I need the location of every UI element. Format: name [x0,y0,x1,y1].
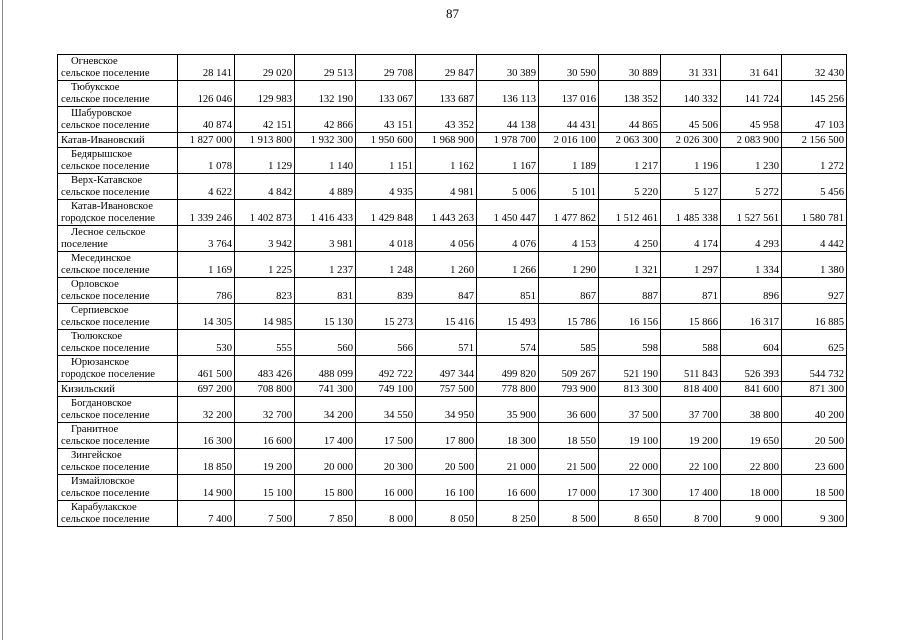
value-cell: 823 [235,278,295,304]
value-cell: 32 700 [235,397,295,423]
municipality-name-cell [58,133,178,148]
value-cell: 37 700 [661,397,721,423]
table-row [58,356,847,382]
value-cell: 22 800 [721,449,782,475]
value-cell: 488 099 [295,356,356,382]
municipality-name-cell [58,148,178,174]
value-cell: 15 273 [356,304,416,330]
table-row [58,55,847,81]
value-cell: 1 334 [721,252,782,278]
value-cell: 741 300 [295,382,356,397]
municipality-name-cell [58,423,178,449]
value-cell: 7 500 [235,501,295,527]
value-cell: 21 000 [477,449,539,475]
value-cell: 35 900 [477,397,539,423]
municipality-name-line: Верх-Катавское [71,175,143,186]
table-row [58,148,847,174]
value-cell: 1 162 [416,148,477,174]
value-cell: 8 000 [356,501,416,527]
value-cell: 1 266 [477,252,539,278]
value-cell: 1 129 [235,148,295,174]
value-cell: 4 153 [539,226,599,252]
value-cell: 20 300 [356,449,416,475]
value-cell: 1 527 561 [721,200,782,226]
table-row [58,174,847,200]
value-cell: 2 026 300 [661,133,721,148]
value-cell: 8 700 [661,501,721,527]
value-cell: 1 321 [599,252,661,278]
municipality-name-line: Измайловское [71,476,135,487]
value-cell: 32 200 [178,397,235,423]
municipality-name-cell [58,304,178,330]
value-cell: 8 650 [599,501,661,527]
municipality-name-line: сельское поселение [61,488,150,499]
value-cell: 29 020 [235,55,295,81]
value-cell: 40 874 [178,107,235,133]
value-cell: 30 590 [539,55,599,81]
municipality-name-line: Юрюзанское [71,357,130,368]
value-cell: 483 426 [235,356,295,382]
table-row [58,81,847,107]
value-cell: 19 200 [235,449,295,475]
value-cell: 871 300 [782,382,847,397]
municipality-name-line: Богдановское [71,398,132,409]
value-cell: 1 512 461 [599,200,661,226]
value-cell: 841 600 [721,382,782,397]
value-cell: 1 978 700 [477,133,539,148]
value-cell: 19 200 [661,423,721,449]
municipality-name-line: Тюбукское [71,82,120,93]
municipality-name-cell [58,278,178,304]
value-cell: 818 400 [661,382,721,397]
table-row [58,501,847,527]
value-cell: 1 169 [178,252,235,278]
page-number: 87 [446,6,459,21]
municipality-name-line: сельское поселение [61,68,150,79]
value-cell: 1 217 [599,148,661,174]
value-cell: 1 248 [356,252,416,278]
value-cell: 40 200 [782,397,847,423]
value-cell: 1 402 873 [235,200,295,226]
value-cell: 16 885 [782,304,847,330]
value-cell: 9 000 [721,501,782,527]
value-cell: 43 151 [356,107,416,133]
value-cell: 497 344 [416,356,477,382]
value-cell: 15 416 [416,304,477,330]
value-cell: 1 477 862 [539,200,599,226]
table-row [58,449,847,475]
municipality-name-line: Серпиевское [71,305,129,316]
value-cell: 3 764 [178,226,235,252]
value-cell: 138 352 [599,81,661,107]
value-cell: 2 083 900 [721,133,782,148]
value-cell: 45 506 [661,107,721,133]
value-cell: 7 400 [178,501,235,527]
value-cell: 31 641 [721,55,782,81]
value-cell: 4 842 [235,174,295,200]
value-cell: 625 [782,330,847,356]
value-cell: 1 968 900 [416,133,477,148]
value-cell: 604 [721,330,782,356]
value-cell: 871 [661,278,721,304]
data-table [57,54,847,527]
value-cell: 132 190 [295,81,356,107]
municipality-name-line: Лесное сельское [71,227,146,238]
value-cell: 20 000 [295,449,356,475]
table-row [58,304,847,330]
value-cell: 492 722 [356,356,416,382]
value-cell: 4 622 [178,174,235,200]
value-cell: 15 866 [661,304,721,330]
municipality-name-line: сельское поселение [61,343,150,354]
value-cell: 15 130 [295,304,356,330]
value-cell: 8 050 [416,501,477,527]
value-cell: 22 100 [661,449,721,475]
municipality-name-cell [58,81,178,107]
value-cell: 1 140 [295,148,356,174]
municipality-name-line: сельское поселение [61,94,150,105]
municipality-name-line: Тюлюкское [71,331,123,342]
value-cell: 4 442 [782,226,847,252]
value-cell: 43 352 [416,107,477,133]
value-cell: 42 866 [295,107,356,133]
value-cell: 23 600 [782,449,847,475]
value-cell: 1 078 [178,148,235,174]
value-cell: 133 067 [356,81,416,107]
table-row [58,107,847,133]
value-cell: 4 293 [721,226,782,252]
value-cell: 30 889 [599,55,661,81]
value-cell: 16 156 [599,304,661,330]
municipality-name-line: Карабулакское [71,502,137,513]
value-cell: 8 500 [539,501,599,527]
value-cell: 20 500 [416,449,477,475]
municipality-name-line: сельское поселение [61,436,150,447]
value-cell: 839 [356,278,416,304]
value-cell: 7 850 [295,501,356,527]
value-cell: 5 006 [477,174,539,200]
value-cell: 461 500 [178,356,235,382]
municipality-name-line: Катав-Ивановский [61,134,145,146]
municipality-name-cell [58,174,178,200]
value-cell: 47 103 [782,107,847,133]
value-cell: 588 [661,330,721,356]
value-cell: 867 [539,278,599,304]
value-cell: 44 138 [477,107,539,133]
value-cell: 30 389 [477,55,539,81]
value-cell: 15 786 [539,304,599,330]
municipality-name-line: сельское поселение [61,265,150,276]
value-cell: 509 267 [539,356,599,382]
value-cell: 17 800 [416,423,477,449]
municipality-name-cell [58,200,178,226]
value-cell: 574 [477,330,539,356]
municipality-name-line: Огневское [71,56,118,67]
municipality-name-line: сельское поселение [61,120,150,131]
value-cell: 15 493 [477,304,539,330]
municipality-name-line: поселение [61,239,108,250]
value-cell: 126 046 [178,81,235,107]
municipality-name-line: Гранитное [71,424,119,435]
value-cell: 21 500 [539,449,599,475]
value-cell: 530 [178,330,235,356]
value-cell: 571 [416,330,477,356]
table-body [58,55,847,527]
value-cell: 1 230 [721,148,782,174]
value-cell: 3 942 [235,226,295,252]
value-cell: 4 056 [416,226,477,252]
value-cell: 44 431 [539,107,599,133]
value-cell: 17 300 [599,475,661,501]
value-cell: 45 958 [721,107,782,133]
value-cell: 16 300 [178,423,235,449]
value-cell: 1 443 263 [416,200,477,226]
value-cell: 708 800 [235,382,295,397]
value-cell: 29 708 [356,55,416,81]
value-cell: 42 151 [235,107,295,133]
value-cell: 1 950 600 [356,133,416,148]
value-cell: 15 800 [295,475,356,501]
value-cell: 526 393 [721,356,782,382]
value-cell: 1 290 [539,252,599,278]
value-cell: 17 400 [661,475,721,501]
municipality-name-cell [58,330,178,356]
value-cell: 4 076 [477,226,539,252]
value-cell: 3 981 [295,226,356,252]
value-cell: 18 000 [721,475,782,501]
value-cell: 4 889 [295,174,356,200]
value-cell: 555 [235,330,295,356]
value-cell: 20 500 [782,423,847,449]
value-cell: 17 500 [356,423,416,449]
municipality-name-line: Кизильский [61,383,115,395]
left-margin-line [2,0,3,640]
municipality-name-line: Бедярышское [71,149,132,160]
table-row [58,330,847,356]
value-cell: 813 300 [599,382,661,397]
value-cell: 32 430 [782,55,847,81]
value-cell: 19 650 [721,423,782,449]
value-cell: 847 [416,278,477,304]
municipality-name-line: городское поселение [61,369,155,380]
municipality-name-line: Катав-Ивановское [71,201,153,212]
value-cell: 5 101 [539,174,599,200]
value-cell: 34 200 [295,397,356,423]
value-cell: 5 220 [599,174,661,200]
municipality-name-line: сельское поселение [61,291,150,302]
value-cell: 2 063 300 [599,133,661,148]
municipality-name-cell [58,382,178,397]
municipality-name-line: Зингейское [71,450,122,461]
value-cell: 544 732 [782,356,847,382]
value-cell: 5 272 [721,174,782,200]
value-cell: 566 [356,330,416,356]
value-cell: 1 450 447 [477,200,539,226]
municipality-name-cell [58,397,178,423]
value-cell: 1 225 [235,252,295,278]
value-cell: 831 [295,278,356,304]
value-cell: 16 600 [235,423,295,449]
municipality-name-line: Месединское [71,253,131,264]
value-cell: 2 016 100 [539,133,599,148]
value-cell: 38 800 [721,397,782,423]
value-cell: 137 016 [539,81,599,107]
value-cell: 585 [539,330,599,356]
municipality-name-cell [58,356,178,382]
value-cell: 499 820 [477,356,539,382]
municipality-name-cell [58,475,178,501]
value-cell: 4 250 [599,226,661,252]
value-cell: 1 272 [782,148,847,174]
value-cell: 5 456 [782,174,847,200]
value-cell: 34 950 [416,397,477,423]
table-row [58,278,847,304]
value-cell: 16 600 [477,475,539,501]
value-cell: 560 [295,330,356,356]
municipality-name-cell [58,107,178,133]
value-cell: 9 300 [782,501,847,527]
municipality-name-line: сельское поселение [61,514,150,525]
municipality-name-cell [58,501,178,527]
value-cell: 896 [721,278,782,304]
value-cell: 887 [599,278,661,304]
value-cell: 22 000 [599,449,661,475]
value-cell: 1 380 [782,252,847,278]
table-row [58,200,847,226]
value-cell: 1 827 000 [178,133,235,148]
table-row [58,382,847,397]
value-cell: 5 127 [661,174,721,200]
table-row [58,397,847,423]
table-row [58,252,847,278]
value-cell: 36 600 [539,397,599,423]
municipality-name-cell [58,449,178,475]
value-cell: 851 [477,278,539,304]
value-cell: 19 100 [599,423,661,449]
value-cell: 129 983 [235,81,295,107]
value-cell: 16 317 [721,304,782,330]
value-cell: 16 100 [416,475,477,501]
value-cell: 14 900 [178,475,235,501]
value-cell: 1 151 [356,148,416,174]
municipality-name-line: Орловское [71,279,119,290]
value-cell: 136 113 [477,81,539,107]
value-cell: 1 297 [661,252,721,278]
value-cell: 31 331 [661,55,721,81]
value-cell: 29 513 [295,55,356,81]
value-cell: 18 300 [477,423,539,449]
value-cell: 1 580 781 [782,200,847,226]
value-cell: 1 339 246 [178,200,235,226]
value-cell: 37 500 [599,397,661,423]
value-cell: 749 100 [356,382,416,397]
municipality-name-line: сельское поселение [61,161,150,172]
value-cell: 14 305 [178,304,235,330]
value-cell: 16 000 [356,475,416,501]
value-cell: 17 000 [539,475,599,501]
municipality-name-line: сельское поселение [61,317,150,328]
value-cell: 17 400 [295,423,356,449]
municipality-name-cell [58,55,178,81]
value-cell: 1 485 338 [661,200,721,226]
value-cell: 521 190 [599,356,661,382]
value-cell: 141 724 [721,81,782,107]
value-cell: 145 256 [782,81,847,107]
municipality-name-cell [58,252,178,278]
table-row [58,423,847,449]
value-cell: 133 687 [416,81,477,107]
value-cell: 140 332 [661,81,721,107]
value-cell: 4 981 [416,174,477,200]
value-cell: 786 [178,278,235,304]
value-cell: 1 167 [477,148,539,174]
value-cell: 1 196 [661,148,721,174]
value-cell: 8 250 [477,501,539,527]
municipality-name-line: Шабуровское [71,108,132,119]
municipality-name-line: городское поселение [61,213,155,224]
value-cell: 1 416 433 [295,200,356,226]
value-cell: 2 156 500 [782,133,847,148]
value-cell: 4 018 [356,226,416,252]
value-cell: 4 935 [356,174,416,200]
value-cell: 15 100 [235,475,295,501]
value-cell: 511 843 [661,356,721,382]
value-cell: 18 850 [178,449,235,475]
value-cell: 1 237 [295,252,356,278]
value-cell: 1 260 [416,252,477,278]
value-cell: 14 985 [235,304,295,330]
value-cell: 598 [599,330,661,356]
value-cell: 1 932 300 [295,133,356,148]
value-cell: 927 [782,278,847,304]
value-cell: 1 429 848 [356,200,416,226]
value-cell: 28 141 [178,55,235,81]
municipality-name-line: сельское поселение [61,410,150,421]
value-cell: 44 865 [599,107,661,133]
value-cell: 778 800 [477,382,539,397]
value-cell: 18 500 [782,475,847,501]
table-row [58,226,847,252]
value-cell: 793 900 [539,382,599,397]
municipality-name-cell [58,226,178,252]
value-cell: 1 189 [539,148,599,174]
value-cell: 697 200 [178,382,235,397]
value-cell: 757 500 [416,382,477,397]
municipality-name-line: сельское поселение [61,187,150,198]
value-cell: 34 550 [356,397,416,423]
value-cell: 4 174 [661,226,721,252]
value-cell: 18 550 [539,423,599,449]
table-row [58,133,847,148]
table-row [58,475,847,501]
value-cell: 1 913 800 [235,133,295,148]
value-cell: 29 847 [416,55,477,81]
municipality-name-line: сельское поселение [61,462,150,473]
